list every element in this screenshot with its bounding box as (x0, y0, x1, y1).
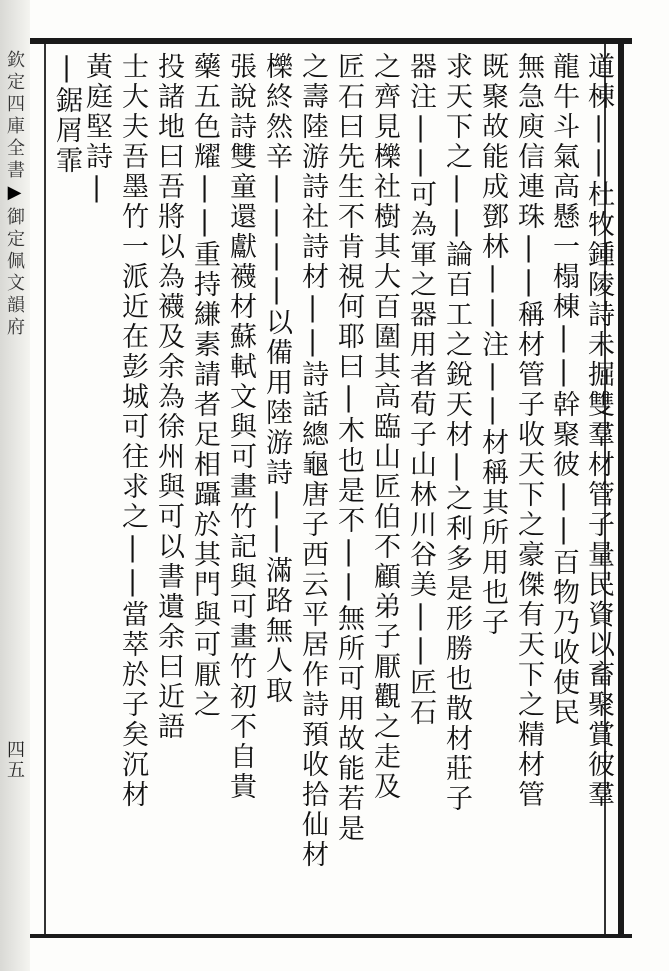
text-column-5: 求天下之||論百工之銳天材|之利多是形勝也散材莊子 (441, 52, 472, 814)
page-number: 四五 (4, 740, 25, 780)
spine-separator: ▶ (4, 182, 25, 207)
text-column-11: 張說詩雙童還獻襪材蘇軾文與可畫竹記與可畫竹初不自貴 (225, 52, 256, 802)
text-column-13: 投諸地曰吾將以為襪及余為徐州與可以書遺余曰近語 (153, 52, 184, 742)
frame-right-border (618, 38, 624, 938)
text-column-3: 無急庾信連珠||稱材管子收天下之豪傑有天下之精材管 (513, 52, 544, 810)
text-column-1: 道棟||杜牧鍾陵詩未掘雙羣材管子量民資以畜聚賞彼羣 (583, 52, 614, 810)
frame-top-border (30, 38, 632, 44)
work-title: 御定佩文韻府 (4, 207, 25, 339)
text-column-12: 藥五色耀||重持縑素請者足相躡於其門與可厭之 (189, 52, 220, 720)
text-column-4: 既聚故能成鄧林||注||材稱其所用也子 (477, 52, 508, 638)
text-column-16: |鋸屑霏 (51, 52, 82, 176)
text-column-15: 黃庭堅詩| (81, 52, 112, 206)
text-column-2: 龍牛斗氣高懸一榻棟||幹聚彼||百物乃收使民 (548, 52, 579, 728)
frame-bottom-border (30, 934, 632, 938)
text-column-14: 士大夫吾墨竹一派近在彭城可往求之||當萃於子矣沉材 (117, 52, 148, 810)
text-column-6: 器注||可為軍之器用者荀子山林川谷美||匠石 (405, 52, 436, 728)
book-title: 欽定四庫全書 (4, 50, 25, 182)
text-column-9: 之壽陸游詩社詩材||詩話總龜唐子西云平居作詩預收拾仙材 (297, 52, 328, 870)
text-column-8: 匠石曰先生不肯視何耶曰|木也是不||無所可用故能若是 (333, 52, 364, 844)
text-column-10: 櫟終然辛||||以備用陸游詩||滿路無人取 (261, 52, 292, 706)
text-column-7: 之齊見櫟社樹其大百圍其高臨山匠伯不顧弟子厭觀之走及 (369, 52, 400, 802)
